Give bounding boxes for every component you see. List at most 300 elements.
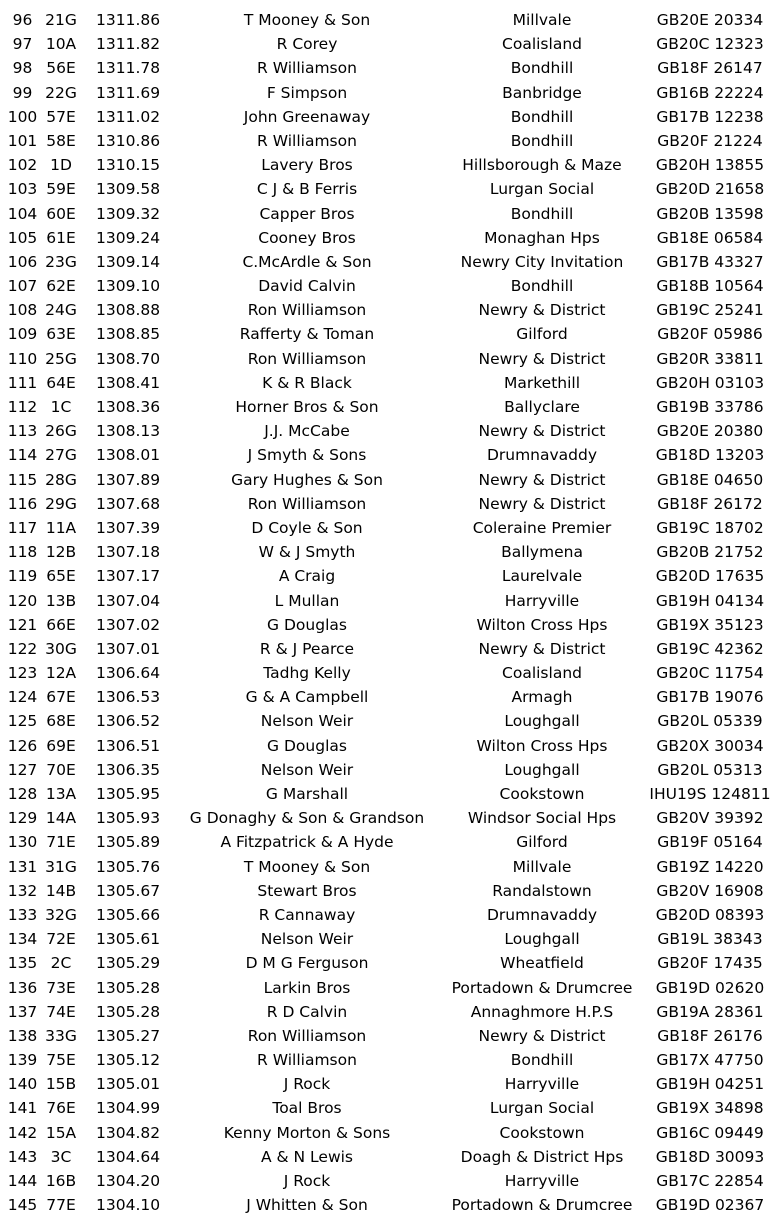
table-row: [0, 1193, 781, 1217]
velocity-cell: 1309.58: [96, 180, 161, 199]
velocity-cell: 1308.01: [96, 446, 161, 465]
club-cell: Newry & District: [478, 494, 606, 513]
section-cell: 13B: [45, 591, 77, 610]
section-cell: 22G: [45, 83, 77, 102]
section-cell: 77E: [46, 1196, 76, 1215]
club-cell: Bondhill: [510, 277, 574, 296]
ring-number-cell: GB19L 38343: [657, 930, 763, 949]
position-cell: 127: [7, 760, 38, 779]
ring-number-cell: GB19C 18702: [656, 518, 764, 537]
club-cell: Cookstown: [499, 785, 585, 803]
velocity-cell: 1305.29: [96, 954, 161, 973]
table-row: [0, 419, 781, 443]
club-cell: Gilford: [516, 833, 568, 852]
club-cell: Newry & District: [478, 422, 606, 441]
name-cell: A & N Lewis: [260, 1147, 354, 1166]
table-row: [0, 226, 781, 250]
section-cell: 59E: [46, 180, 76, 199]
name-cell: G Douglas: [267, 736, 347, 755]
table-row: [0, 32, 781, 56]
ring-number-cell: GB17C 22854: [656, 1172, 764, 1190]
club-cell: Annaghmore H.P.S: [470, 1002, 614, 1021]
club-cell: Loughgall: [504, 760, 580, 779]
name-cell: A Craig: [278, 567, 336, 586]
club-cell: Doagh & District Hps: [460, 1147, 624, 1166]
table-row: [0, 468, 781, 492]
table-row: [0, 129, 781, 153]
position-cell: 128: [7, 785, 38, 803]
ring-number-cell: GB16B 22224: [656, 83, 764, 102]
position-cell: 112: [7, 398, 38, 416]
table-row: [0, 1096, 781, 1120]
position-cell: 130: [7, 833, 38, 852]
velocity-cell: 1311.82: [96, 35, 161, 54]
velocity-cell: 1305.28: [96, 978, 161, 997]
velocity-cell: 1307.68: [96, 494, 161, 513]
position-cell: 100: [7, 107, 38, 126]
table-row: [0, 830, 781, 854]
name-cell: Lavery Bros: [261, 156, 353, 175]
club-cell: Newry & District: [478, 1026, 606, 1045]
position-cell: 116: [7, 494, 38, 513]
club-cell: Wilton Cross Hps: [476, 736, 608, 755]
position-cell: 135: [7, 954, 38, 973]
ring-number-cell: GB20F 05986: [657, 325, 763, 344]
section-cell: 70E: [46, 760, 76, 779]
table-row: [0, 976, 781, 1000]
position-cell: 96: [12, 11, 33, 29]
section-cell: 14A: [45, 809, 77, 828]
table-row: [0, 1072, 781, 1096]
section-cell: 2C: [50, 954, 72, 973]
table-row: [0, 56, 781, 80]
table-row: [0, 903, 781, 927]
club-cell: Randalstown: [492, 881, 592, 900]
name-cell: Larkin Bros: [263, 978, 351, 997]
ring-number-cell: GB17X 47750: [656, 1051, 764, 1070]
table-row: [0, 8, 781, 32]
table-row: [0, 1000, 781, 1024]
section-cell: 72E: [46, 930, 76, 949]
velocity-cell: 1308.70: [96, 349, 161, 368]
name-cell: Tadhg Kelly: [263, 664, 351, 683]
section-cell: 56E: [46, 59, 76, 78]
position-cell: 110: [7, 349, 38, 368]
velocity-cell: 1304.20: [96, 1172, 161, 1190]
position-cell: 144: [7, 1172, 38, 1190]
table-row: [0, 758, 781, 782]
name-cell: J Whitten & Son: [246, 1196, 368, 1215]
name-cell: R D Calvin: [266, 1002, 348, 1021]
table-row: [0, 202, 781, 226]
velocity-cell: 1304.99: [96, 1099, 161, 1118]
section-cell: 3C: [50, 1147, 72, 1166]
velocity-cell: 1305.67: [96, 881, 161, 900]
velocity-cell: 1310.15: [96, 156, 161, 175]
name-cell: John Greenaway: [243, 107, 371, 126]
ring-number-cell: GB19C 42362: [656, 639, 764, 658]
position-cell: 107: [7, 277, 38, 296]
section-cell: 25G: [45, 349, 77, 368]
club-cell: Cookstown: [499, 1123, 585, 1142]
ring-number-cell: GB18F 26172: [657, 494, 763, 513]
name-cell: G Douglas: [267, 615, 347, 634]
ring-number-cell: GB18E 04650: [656, 470, 764, 489]
name-cell: J Rock: [283, 1075, 331, 1094]
position-cell: 103: [7, 180, 38, 199]
table-row: [0, 709, 781, 733]
position-cell: 134: [7, 930, 38, 949]
table-row: [0, 347, 781, 371]
section-cell: 12A: [45, 664, 77, 683]
position-cell: 132: [7, 881, 38, 900]
club-cell: Bondhill: [510, 1051, 574, 1070]
velocity-cell: 1305.66: [96, 905, 161, 924]
ring-number-cell: GB20L 05313: [657, 760, 763, 779]
table-row: [0, 443, 781, 467]
velocity-cell: 1305.61: [96, 930, 161, 949]
ring-number-cell: GB20R 33811: [656, 349, 764, 368]
table-row: [0, 81, 781, 105]
table-row: [0, 564, 781, 588]
position-cell: 119: [7, 567, 38, 586]
club-cell: Coalisland: [502, 664, 582, 683]
table-row: [0, 322, 781, 346]
name-cell: Toal Bros: [272, 1099, 342, 1118]
name-cell: D M G Ferguson: [245, 954, 369, 973]
section-cell: 14B: [45, 881, 77, 900]
name-cell: G Marshall: [265, 785, 349, 803]
ring-number-cell: GB17B 19076: [656, 688, 764, 707]
section-cell: 26G: [45, 422, 77, 441]
club-cell: Coalisland: [502, 35, 582, 54]
ring-number-cell: GB19F 05164: [657, 833, 763, 852]
table-row: [0, 951, 781, 975]
club-cell: Windsor Social Hps: [467, 809, 617, 828]
table-row: [0, 540, 781, 564]
ring-number-cell: GB20E 20334: [656, 11, 764, 29]
velocity-cell: 1304.64: [96, 1147, 161, 1166]
club-cell: Markethill: [503, 373, 581, 392]
club-cell: Laurelvale: [501, 567, 583, 586]
ring-number-cell: GB19A 28361: [656, 1002, 764, 1021]
club-cell: Bondhill: [510, 131, 574, 150]
ring-number-cell: GB19H 04251: [655, 1075, 765, 1094]
position-cell: 114: [7, 446, 38, 465]
name-cell: Ron Williamson: [247, 494, 367, 513]
position-cell: 136: [7, 978, 38, 997]
club-cell: Harryville: [504, 1172, 580, 1190]
section-cell: 63E: [46, 325, 76, 344]
position-cell: 111: [7, 373, 38, 392]
club-cell: Bondhill: [510, 59, 574, 78]
club-cell: Bondhill: [510, 107, 574, 126]
position-cell: 117: [7, 518, 38, 537]
name-cell: R Corey: [276, 35, 338, 54]
table-row: [0, 105, 781, 129]
ring-number-cell: GB19D 02620: [655, 978, 765, 997]
section-cell: 27G: [45, 446, 77, 465]
velocity-cell: 1305.93: [96, 809, 161, 828]
velocity-cell: 1307.04: [96, 591, 161, 610]
name-cell: D Coyle & Son: [251, 518, 363, 537]
club-cell: Newry & District: [478, 301, 606, 320]
table-row: [0, 250, 781, 274]
name-cell: David Calvin: [258, 277, 356, 296]
ring-number-cell: GB20H 03103: [655, 373, 765, 392]
section-cell: 65E: [46, 567, 76, 586]
table-row: [0, 806, 781, 830]
name-cell: Nelson Weir: [260, 712, 354, 731]
position-cell: 113: [7, 422, 38, 441]
velocity-cell: 1307.18: [96, 543, 161, 562]
ring-number-cell: GB19D 02367: [655, 1196, 765, 1215]
position-cell: 142: [7, 1123, 38, 1142]
table-row: [0, 734, 781, 758]
name-cell: T Mooney & Son: [243, 11, 371, 29]
velocity-cell: 1311.02: [96, 107, 161, 126]
club-cell: Wilton Cross Hps: [476, 615, 608, 634]
position-cell: 121: [7, 615, 38, 634]
velocity-cell: 1306.64: [96, 664, 161, 683]
position-cell: 131: [7, 857, 38, 876]
position-cell: 97: [12, 35, 33, 54]
ring-number-cell: GB17B 12238: [656, 107, 764, 126]
club-cell: Newry City Invitation: [460, 252, 624, 271]
velocity-cell: 1305.28: [96, 1002, 161, 1021]
section-cell: 73E: [46, 978, 76, 997]
section-cell: 16B: [45, 1172, 77, 1190]
table-row: [0, 516, 781, 540]
table-row: [0, 661, 781, 685]
velocity-cell: 1304.10: [96, 1196, 161, 1215]
section-cell: 62E: [46, 277, 76, 296]
name-cell: Ron Williamson: [247, 349, 367, 368]
ring-number-cell: GB20B 13598: [656, 204, 764, 223]
table-row: [0, 395, 781, 419]
velocity-cell: 1307.02: [96, 615, 161, 634]
name-cell: T Mooney & Son: [243, 857, 371, 876]
ring-number-cell: GB20B 21752: [656, 543, 764, 562]
name-cell: A Fitzpatrick & A Hyde: [220, 833, 394, 852]
velocity-cell: 1311.78: [96, 59, 161, 78]
velocity-cell: 1309.24: [96, 228, 161, 247]
velocity-cell: 1307.17: [96, 567, 161, 586]
position-cell: 104: [7, 204, 38, 223]
position-cell: 126: [7, 736, 38, 755]
table-row: [0, 879, 781, 903]
club-cell: Loughgall: [504, 712, 580, 731]
name-cell: F Simpson: [266, 83, 348, 102]
velocity-cell: 1309.32: [96, 204, 161, 223]
ring-number-cell: GB20E 20380: [656, 422, 764, 441]
table-row: [0, 1121, 781, 1145]
section-cell: 31G: [45, 857, 77, 876]
name-cell: W & J Smyth: [258, 543, 356, 562]
section-cell: 33G: [45, 1026, 77, 1045]
table-row: [0, 1024, 781, 1048]
club-cell: Millvale: [512, 857, 572, 876]
section-cell: 24G: [45, 301, 77, 320]
ring-number-cell: IHU19S 124811: [649, 785, 771, 803]
section-cell: 68E: [46, 712, 76, 731]
velocity-cell: 1304.82: [96, 1123, 161, 1142]
name-cell: K & R Black: [262, 373, 352, 392]
position-cell: 118: [7, 543, 38, 562]
ring-number-cell: GB19Z 14220: [656, 857, 764, 876]
name-cell: C J & B Ferris: [256, 180, 358, 199]
position-cell: 139: [7, 1051, 38, 1070]
position-cell: 123: [7, 664, 38, 683]
velocity-cell: 1307.01: [96, 639, 161, 658]
position-cell: 129: [7, 809, 38, 828]
ring-number-cell: GB18D 13203: [655, 446, 765, 465]
ring-number-cell: GB20X 30034: [656, 736, 764, 755]
position-cell: 115: [7, 470, 38, 489]
ring-number-cell: GB18B 10564: [656, 277, 764, 296]
section-cell: 10A: [45, 35, 77, 54]
section-cell: 30G: [45, 639, 77, 658]
ring-number-cell: GB20D 21658: [655, 180, 765, 199]
table-row: [0, 492, 781, 516]
ring-number-cell: GB20V 39392: [656, 809, 764, 828]
velocity-cell: 1307.39: [96, 518, 161, 537]
club-cell: Newry & District: [478, 470, 606, 489]
position-cell: 124: [7, 688, 38, 707]
club-cell: Lurgan Social: [489, 180, 595, 199]
section-cell: 15B: [45, 1075, 77, 1094]
section-cell: 1D: [50, 156, 72, 175]
section-cell: 66E: [46, 615, 76, 634]
position-cell: 109: [7, 325, 38, 344]
name-cell: R Cannaway: [258, 905, 356, 924]
ring-number-cell: GB18F 26176: [657, 1026, 763, 1045]
velocity-cell: 1307.89: [96, 470, 161, 489]
name-cell: Ron Williamson: [247, 301, 367, 320]
section-cell: 74E: [46, 1002, 76, 1021]
velocity-cell: 1311.69: [96, 83, 161, 102]
section-cell: 69E: [46, 736, 76, 755]
section-cell: 21G: [45, 11, 77, 29]
position-cell: 108: [7, 301, 38, 320]
table-row: [0, 589, 781, 613]
ring-number-cell: GB20C 12323: [656, 35, 764, 54]
table-row: [0, 298, 781, 322]
ring-number-cell: GB20D 17635: [655, 567, 765, 586]
section-cell: 76E: [46, 1099, 76, 1118]
name-cell: R & J Pearce: [259, 639, 355, 658]
ring-number-cell: GB19C 25241: [656, 301, 764, 320]
velocity-cell: 1305.01: [96, 1075, 161, 1094]
ring-number-cell: GB20C 11754: [656, 664, 764, 683]
name-cell: Stewart Bros: [257, 881, 357, 900]
ring-number-cell: GB17B 43327: [656, 252, 764, 271]
table-row: [0, 1169, 781, 1193]
club-cell: Gilford: [516, 325, 568, 344]
section-cell: 60E: [46, 204, 76, 223]
ring-number-cell: GB18E 06584: [656, 228, 764, 247]
velocity-cell: 1309.10: [96, 277, 161, 296]
ring-number-cell: GB20H 13855: [655, 156, 765, 175]
position-cell: 101: [7, 131, 38, 150]
section-cell: 71E: [46, 833, 76, 852]
position-cell: 141: [7, 1099, 38, 1118]
section-cell: 75E: [46, 1051, 76, 1070]
section-cell: 13A: [45, 785, 77, 803]
name-cell: R Williamson: [257, 131, 357, 150]
club-cell: Newry & District: [478, 349, 606, 368]
position-cell: 122: [7, 639, 38, 658]
name-cell: Nelson Weir: [260, 760, 354, 779]
position-cell: 133: [7, 905, 38, 924]
position-cell: 145: [7, 1196, 38, 1215]
table-row: [0, 855, 781, 879]
table-row: [0, 1048, 781, 1072]
section-cell: 28G: [45, 470, 77, 489]
position-cell: 106: [7, 252, 38, 271]
ring-number-cell: GB18D 30093: [655, 1147, 765, 1166]
velocity-cell: 1306.35: [96, 760, 161, 779]
table-row: [0, 637, 781, 661]
velocity-cell: 1305.12: [96, 1051, 161, 1070]
section-cell: 12B: [45, 543, 77, 562]
name-cell: Rafferty & Toman: [239, 325, 375, 344]
name-cell: Nelson Weir: [260, 930, 354, 949]
section-cell: 11A: [45, 518, 77, 537]
club-cell: Hillsborough & Maze: [462, 156, 622, 175]
name-cell: Gary Hughes & Son: [231, 470, 383, 489]
name-cell: C.McArdle & Son: [242, 252, 372, 271]
section-cell: 61E: [46, 228, 76, 247]
name-cell: G Donaghy & Son & Grandson: [189, 809, 425, 828]
velocity-cell: 1305.27: [96, 1026, 161, 1045]
velocity-cell: 1311.86: [96, 11, 161, 29]
ring-number-cell: GB19X 35123: [656, 615, 764, 634]
club-cell: Portadown & Drumcree: [451, 978, 633, 997]
name-cell: J.J. McCabe: [264, 422, 350, 441]
club-cell: Armagh: [511, 688, 573, 707]
position-cell: 120: [7, 591, 38, 610]
ring-number-cell: GB20V 16908: [656, 881, 764, 900]
club-cell: Lurgan Social: [489, 1099, 595, 1118]
velocity-cell: 1308.13: [96, 422, 161, 441]
ring-number-cell: GB19H 04134: [655, 591, 765, 610]
ring-number-cell: GB18F 26147: [657, 59, 763, 78]
section-cell: 32G: [45, 905, 77, 924]
club-cell: Drumnavaddy: [486, 446, 598, 465]
velocity-cell: 1309.14: [96, 252, 161, 271]
table-row: [0, 685, 781, 709]
club-cell: Millvale: [512, 11, 572, 29]
name-cell: Ron Williamson: [247, 1026, 367, 1045]
velocity-cell: 1306.53: [96, 688, 161, 707]
table-row: [0, 1145, 781, 1169]
club-cell: Monaghan Hps: [484, 228, 600, 247]
club-cell: Harryville: [504, 591, 580, 610]
section-cell: 1C: [50, 398, 72, 416]
section-cell: 29G: [45, 494, 77, 513]
table-row: [0, 927, 781, 951]
velocity-cell: 1308.36: [96, 398, 161, 416]
name-cell: R Williamson: [257, 1051, 357, 1070]
name-cell: Kenny Morton & Sons: [223, 1123, 391, 1142]
velocity-cell: 1310.86: [96, 131, 161, 150]
club-cell: Coleraine Premier: [472, 518, 612, 537]
velocity-cell: 1308.85: [96, 325, 161, 344]
club-cell: Ballymena: [501, 543, 583, 562]
section-cell: 67E: [46, 688, 76, 707]
velocity-cell: 1308.41: [96, 373, 161, 392]
